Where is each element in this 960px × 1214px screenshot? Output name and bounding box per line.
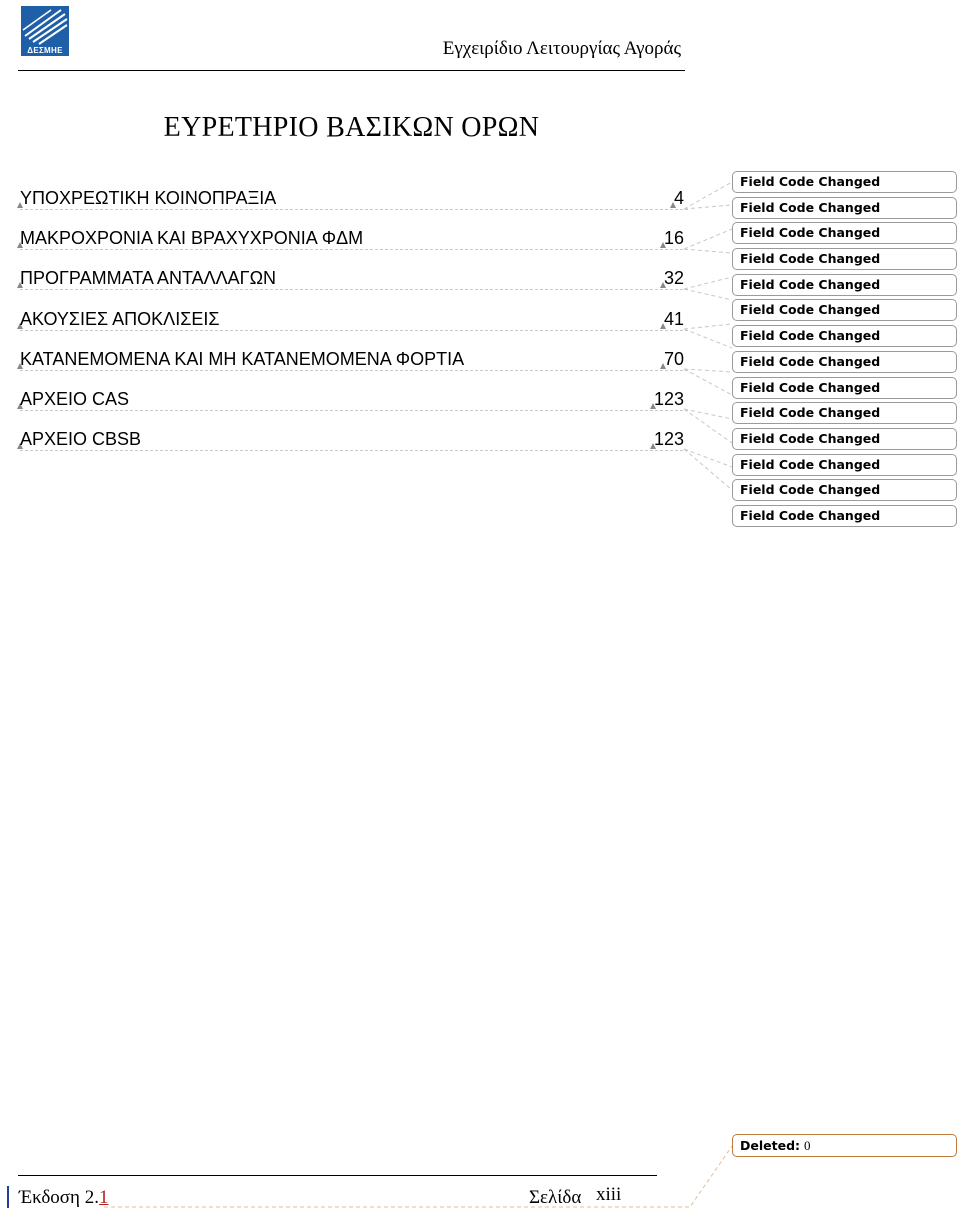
change-bar <box>7 1186 9 1208</box>
field-code-changed-balloon[interactable]: Field Code Changed <box>732 325 957 347</box>
header-title: Εγχειρίδιο Λειτουργίας Αγοράς <box>442 38 681 59</box>
field-code-changed-balloon[interactable]: Field Code Changed <box>732 402 957 424</box>
footer-page-number: xiii <box>596 1184 622 1205</box>
index-entry-label[interactable]: ΥΠΟΧΡΕΩΤΙΚΗ ΚΟΙΝΟΠΡΑΞΙΑ <box>20 188 277 208</box>
field-code-changed-balloon[interactable]: Field Code Changed <box>732 351 957 373</box>
deleted-label: Deleted: <box>740 1138 801 1153</box>
field-code-changed-balloon[interactable]: Field Code Changed <box>732 505 957 527</box>
edition-inserted[interactable]: 1 <box>98 1187 109 1208</box>
index-entry-page[interactable]: 16 <box>663 228 684 249</box>
field-code-changed-balloon[interactable]: Field Code Changed <box>732 248 957 270</box>
deleted-value: 0 <box>804 1138 811 1153</box>
index-entry-label[interactable]: ΠΡΟΓΡΑΜΜΑΤΑ ΑΝΤΑΛΛΑΓΩΝ <box>20 268 277 289</box>
index-entry-label[interactable]: ΑΡΧΕΙΟ CBSB <box>20 429 142 450</box>
field-code-changed-balloon[interactable]: Field Code Changed <box>732 171 957 193</box>
footer-page-label: Σελίδα <box>529 1187 582 1208</box>
index-entry-label[interactable]: ΑΚΟΥΣΙΕΣ ΑΠΟΚΛΙΣΕΙΣ <box>20 308 220 329</box>
field-code-changed-balloon[interactable]: Field Code Changed <box>732 222 957 244</box>
index-entry-label[interactable]: ΜΑΚΡΟΧΡΟΝΙΑ ΚΑΙ ΒΡΑΧΥΧΡΟΝΙΑ ΦΔΜ <box>20 228 364 249</box>
field-code-changed-balloon[interactable]: Field Code Changed <box>732 274 957 296</box>
field-code-changed-balloon[interactable]: Field Code Changed <box>732 377 957 399</box>
index-entry-page[interactable]: 32 <box>663 268 684 289</box>
index-entry-label[interactable]: ΚΑΤΑΝΕΜΟΜΕΝΑ ΚΑΙ ΜΗ ΚΑΤΑΝΕΜΟΜΕΝΑ ΦΟΡΤΙΑ <box>20 348 465 369</box>
page-title: ΕΥΡΕΤΗΡΙΟ ΒΑΣΙΚΩΝ ΟΡΩΝ <box>163 112 540 143</box>
field-code-changed-balloon[interactable]: Field Code Changed <box>732 197 957 219</box>
index-entry-page[interactable]: 123 <box>653 388 684 409</box>
field-code-changed-balloon[interactable]: Field Code Changed <box>732 479 957 501</box>
index-entry-page[interactable]: 41 <box>663 308 684 329</box>
index-entry-page[interactable]: 70 <box>663 348 684 369</box>
field-code-changed-balloon[interactable]: Field Code Changed <box>732 428 957 450</box>
edition-label: Έκδοση 2. <box>19 1187 99 1208</box>
index-entry-page[interactable]: 123 <box>653 429 684 450</box>
logo-text: ΔΕΣΜΗΕ <box>27 46 63 55</box>
footer-edition <box>19 1187 108 1209</box>
index-entry-label[interactable]: ΑΡΧΕΙΟ CAS <box>20 388 130 409</box>
deleted-balloon[interactable] <box>732 1134 957 1157</box>
field-code-changed-balloon[interactable]: Field Code Changed <box>732 299 957 321</box>
footer-rule <box>18 1175 657 1176</box>
index-entry-page[interactable]: 4 <box>673 188 684 208</box>
comment-balloons <box>732 171 957 531</box>
field-code-changed-balloon[interactable]: Field Code Changed <box>732 454 957 476</box>
